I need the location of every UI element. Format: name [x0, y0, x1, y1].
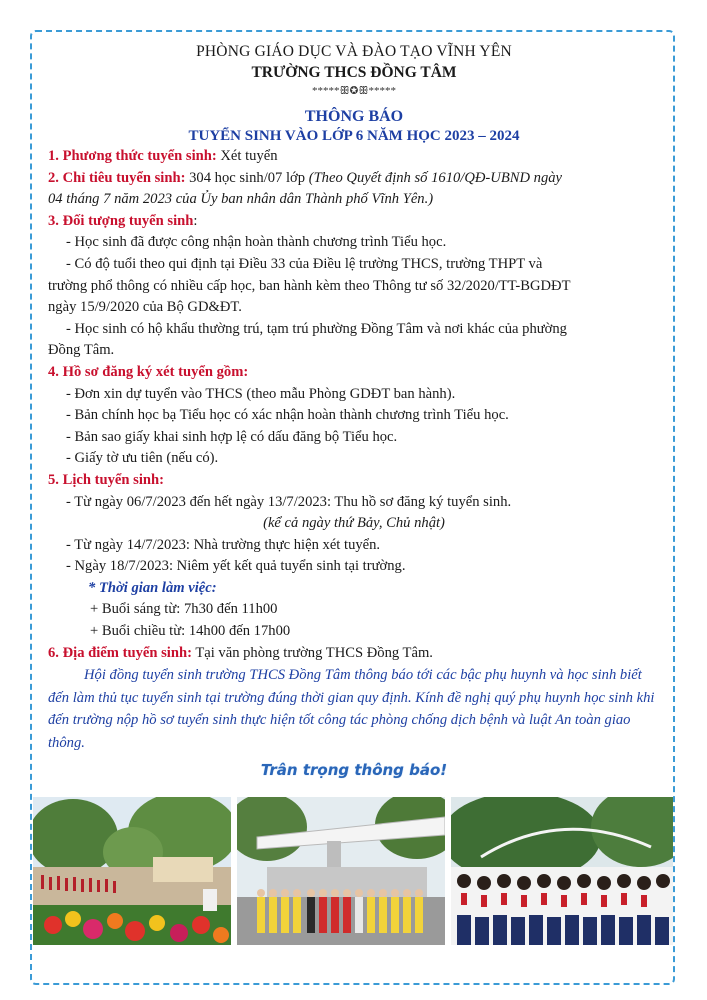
- section-heading: 4. Hồ sơ đăng ký xét tuyển gồm:: [48, 363, 249, 380]
- photo-students-group: [451, 797, 673, 945]
- section-heading: 1. Phương thức tuyển sinh:: [48, 148, 217, 164]
- section-heading: 5. Lịch tuyển sinh:: [48, 471, 164, 488]
- list-item: - Học sinh có hộ khẩu thường trú, tạm trú phường Đồng Tâm và nơi khác của phường: [66, 320, 567, 337]
- list-item: - Có độ tuổi theo qui định tại Điều 33 của Điều lệ trường THCS, trường THPT và: [66, 255, 543, 272]
- section-heading: 3. Đối tượng tuyển sinh: [48, 212, 194, 229]
- list-item-note: (kể cả ngày thứ Bảy, Chủ nhật): [263, 515, 445, 532]
- closing-paragraph: Hội đồng tuyển sinh trường THCS Đồng Tâm thông báo tới các bậc phụ huynh và học sinh biết đến làm thủ tục tuyển sinh tại trường đúng thời gian quy định. Kính đề nghị quý phụ huynh học sinh khi đến trường nộp hồ sơ tuyển sinh thực hiện tốt công tác phòng chống dịch bệnh và luật An toàn giao thông.: [48, 667, 655, 751]
- list-item: - Bản sao giấy khai sinh hợp lệ có dấu đăng bộ Tiểu học.: [66, 428, 398, 445]
- section-location: [48, 643, 660, 665]
- section-eligibility: [48, 211, 660, 233]
- list-item: - Từ ngày 06/7/2023 đến hết ngày 13/7/2023: Thu hồ sơ đăng ký tuyển sinh.: [66, 493, 512, 510]
- afternoon-hours: + Buổi chiều từ: 14h00 đến 17h00: [90, 623, 291, 640]
- school-name: TRƯỜNG THCS ĐỒNG TÂM: [251, 64, 457, 81]
- list-item: - Học sinh đã được công nhận hoàn thành chương trình Tiểu học.: [66, 234, 447, 251]
- document-header: [48, 42, 660, 146]
- photo-school-gate: [237, 797, 445, 945]
- ornament-divider: *****ꕥ✪ꕥ*****: [311, 85, 397, 97]
- list-item-continued: Đồng Tâm.: [48, 342, 115, 359]
- section-colon: :: [193, 212, 198, 229]
- notice-body: [48, 146, 660, 782]
- section-note: (Theo Quyết định số 1610/QĐ-UBND ngày: [308, 169, 563, 186]
- list-item-continued: trường phổ thông có nhiều cấp học, ban hành kèm theo Thông tư số 32/2020/TT-BGDĐT: [48, 277, 571, 294]
- section-schedule: [48, 470, 660, 492]
- section-documents: [48, 362, 660, 384]
- list-item: - Giấy tờ ưu tiên (nếu có).: [66, 450, 219, 467]
- list-item: - Đơn xin dự tuyển vào THCS (theo mẫu Phòng GDĐT ban hành).: [66, 385, 456, 402]
- section-text: 304 học sinh/07 lớp: [185, 169, 309, 186]
- section-text: Tại văn phòng trường THCS Đồng Tâm.: [191, 644, 433, 661]
- section-heading: 6. Địa điểm tuyển sinh:: [48, 644, 192, 661]
- morning-hours: + Buổi sáng từ: 7h30 đến 11h00: [90, 601, 278, 618]
- notice-subtitle: TUYỂN SINH VÀO LỚP 6 NĂM HỌC 2023 – 2024: [188, 128, 520, 144]
- list-item-continued: ngày 15/9/2020 của Bộ GD&ĐT.: [48, 299, 242, 316]
- section-method: [48, 146, 660, 168]
- notice-document: [48, 42, 660, 782]
- work-time-heading: * Thời gian làm việc:: [88, 579, 217, 596]
- section-quota: [48, 168, 660, 190]
- photo-strip: [33, 797, 673, 945]
- closing-thanks: Trân trọng thông báo!: [260, 761, 448, 780]
- list-item: - Bản chính học bạ Tiểu học có xác nhận hoàn thành chương trình Tiểu học.: [66, 407, 509, 424]
- section-text: Xét tuyển: [216, 148, 278, 164]
- notice-title: THÔNG BÁO: [304, 108, 404, 125]
- photo-schoolyard: [33, 797, 231, 945]
- list-item: - Từ ngày 14/7/2023: Nhà trường thực hiện xét tuyển.: [66, 536, 381, 553]
- list-item: - Ngày 18/7/2023: Niêm yết kết quả tuyển sinh tại trường.: [66, 558, 406, 575]
- section-note-line: 04 tháng 7 năm 2023 của Ủy ban nhân dân Thành phố Vĩnh Yên.): [48, 191, 434, 208]
- ministry-name: PHÒNG GIÁO DỤC VÀ ĐÀO TẠO VĨNH YÊN: [196, 43, 512, 60]
- section-heading: 2. Chỉ tiêu tuyển sinh:: [48, 169, 186, 186]
